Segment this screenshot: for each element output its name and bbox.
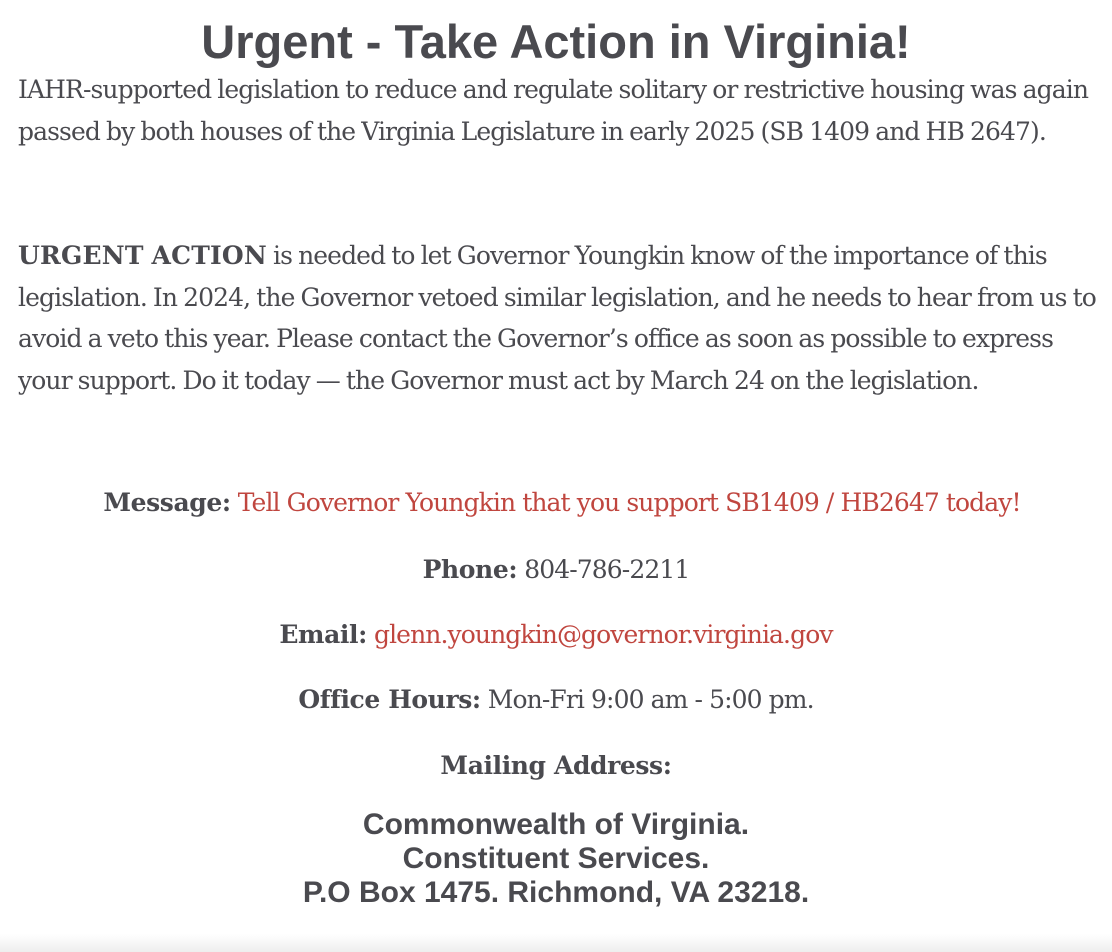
message-text: Tell Governor Youngkin that you support SB1409 / HB2647 today! — [237, 488, 1021, 517]
address-line-1: Commonwealth of Virginia. — [362, 808, 750, 841]
bottom-fade — [0, 934, 1112, 952]
address-line-2: Constituent Services. — [402, 842, 710, 875]
urgent-action-lead: URGENT ACTION — [18, 241, 267, 270]
phone-label: Phone: — [422, 555, 518, 584]
mailing-address — [0, 808, 1112, 910]
urgent-action-text: is needed to let Governor Youngkin know of the importance of this legislation. In 2024, the Governor vetoed similar legislation, and he needs to hear from us to avoid a veto this year. Please contact the Governor’s office as soon as possible to express your support. Do it today — the Governor must act by March 24 on the legislation. — [18, 241, 1096, 395]
address-line-3: P.O Box 1475. Richmond, VA 23218. — [302, 876, 810, 909]
message-label: Message: — [103, 488, 231, 517]
phone-number: 804-786-2211 — [524, 555, 690, 584]
email-line — [0, 615, 1112, 655]
office-hours-label: Office Hours: — [298, 685, 481, 714]
urgent-paragraph — [18, 235, 1103, 401]
mailing-address-label: Mailing Address: — [440, 751, 672, 780]
office-hours-line — [0, 680, 1112, 720]
message-line — [12, 483, 1112, 523]
email-label: Email: — [279, 620, 367, 649]
office-hours-value: Mon-Fri 9:00 am - 5:00 pm. — [487, 685, 814, 714]
page-title: Urgent - Take Action in Virginia! — [201, 15, 911, 68]
intro-paragraph: IAHR-supported legislation to reduce and regulate solitary or restrictive housing was again passed by both houses of the Virginia Legislature in early 2025 (SB 1409 and HB 2647). — [18, 75, 1089, 146]
phone-line — [0, 550, 1112, 590]
email-link[interactable]: glenn.youngkin@governor.virginia.gov — [373, 620, 833, 649]
